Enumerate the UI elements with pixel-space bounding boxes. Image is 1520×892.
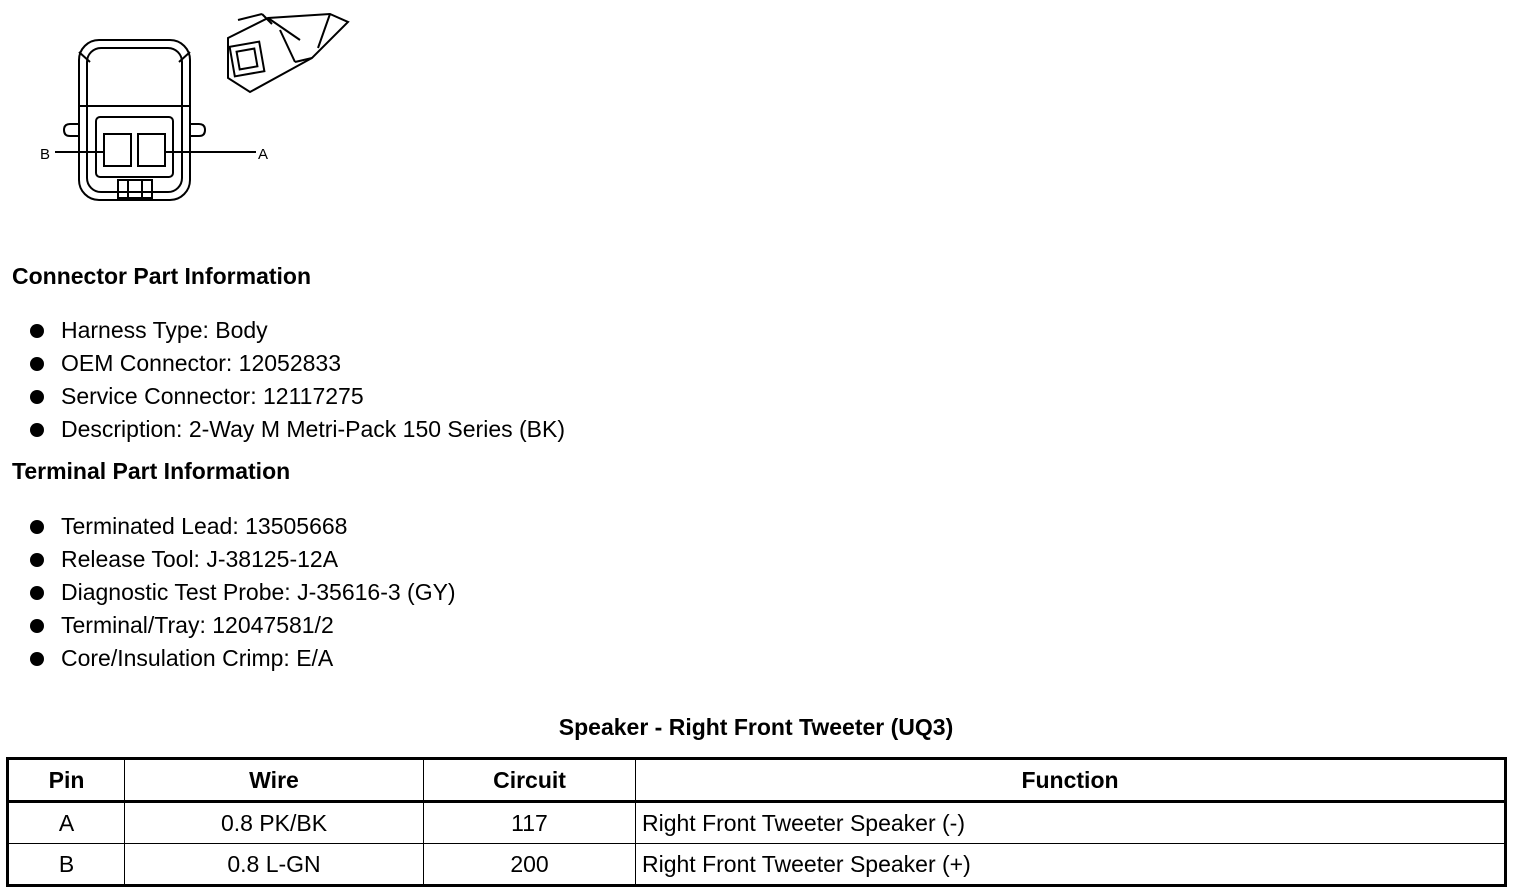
bullet-icon [30, 553, 44, 567]
pin-a-label: A [258, 146, 269, 163]
column-header-function: Function [636, 759, 1506, 802]
list-item [28, 413, 565, 446]
pin-cell: B [8, 844, 125, 886]
list-item [28, 314, 565, 347]
table-row [8, 802, 1506, 844]
table-header-row [8, 759, 1506, 802]
function-cell: Right Front Tweeter Speaker (+) [636, 844, 1506, 886]
pin-b-label: B [40, 146, 51, 163]
list-item [28, 609, 456, 642]
bullet-icon [30, 423, 44, 437]
circuit-cell: 200 [424, 844, 636, 886]
circuit-cell: 117 [424, 802, 636, 844]
function-cell: Right Front Tweeter Speaker (-) [636, 802, 1506, 844]
bullet-icon [30, 390, 44, 404]
connector-info-heading: Connector Part Information [12, 263, 312, 289]
bullet-icon [30, 324, 44, 338]
list-item-text: Release Tool: J-38125-12A [61, 546, 339, 572]
list-item-text: Core/Insulation Crimp: E/A [61, 645, 334, 671]
connector-face [55, 40, 256, 200]
list-item-text: Diagnostic Test Probe: J-35616-3 (GY) [61, 579, 456, 605]
bullet-icon [30, 652, 44, 666]
connector-diagram [0, 0, 380, 220]
pin-b-cavity [104, 134, 131, 166]
list-item [28, 510, 456, 543]
pin-a-cavity [138, 134, 165, 166]
wire-cell: 0.8 L-GN [125, 844, 424, 886]
list-item-text: Harness Type: Body [61, 317, 268, 343]
table-row [8, 844, 1506, 886]
list-item [28, 543, 456, 576]
list-item-text: Service Connector: 12117275 [61, 383, 364, 409]
bullet-icon [30, 357, 44, 371]
list-item-text: Terminated Lead: 13505668 [61, 513, 348, 539]
pin-table-title: Speaker - Right Front Tweeter (UQ3) [558, 714, 954, 740]
column-header-wire: Wire [125, 759, 424, 802]
list-item [28, 642, 456, 675]
terminal-info-heading: Terminal Part Information [12, 458, 291, 484]
pin-cell: A [8, 802, 125, 844]
wire-cell: 0.8 PK/BK [125, 802, 424, 844]
list-item-text: OEM Connector: 12052833 [61, 350, 342, 376]
list-item [28, 380, 565, 413]
list-item [28, 347, 565, 380]
bullet-icon [30, 619, 44, 633]
connector-isometric-view [228, 14, 348, 92]
list-item-text: Terminal/Tray: 12047581/2 [61, 612, 334, 638]
terminal-info-list [28, 510, 456, 675]
column-header-pin: Pin [8, 759, 125, 802]
list-item [28, 576, 456, 609]
bullet-icon [30, 586, 44, 600]
column-header-circuit: Circuit [424, 759, 636, 802]
connector-info-list [28, 314, 565, 446]
connector-face-drawing [0, 0, 380, 220]
bullet-icon [30, 520, 44, 534]
list-item-text: Description: 2-Way M Metri-Pack 150 Series (BK) [61, 416, 566, 442]
pin-table [6, 757, 1507, 887]
